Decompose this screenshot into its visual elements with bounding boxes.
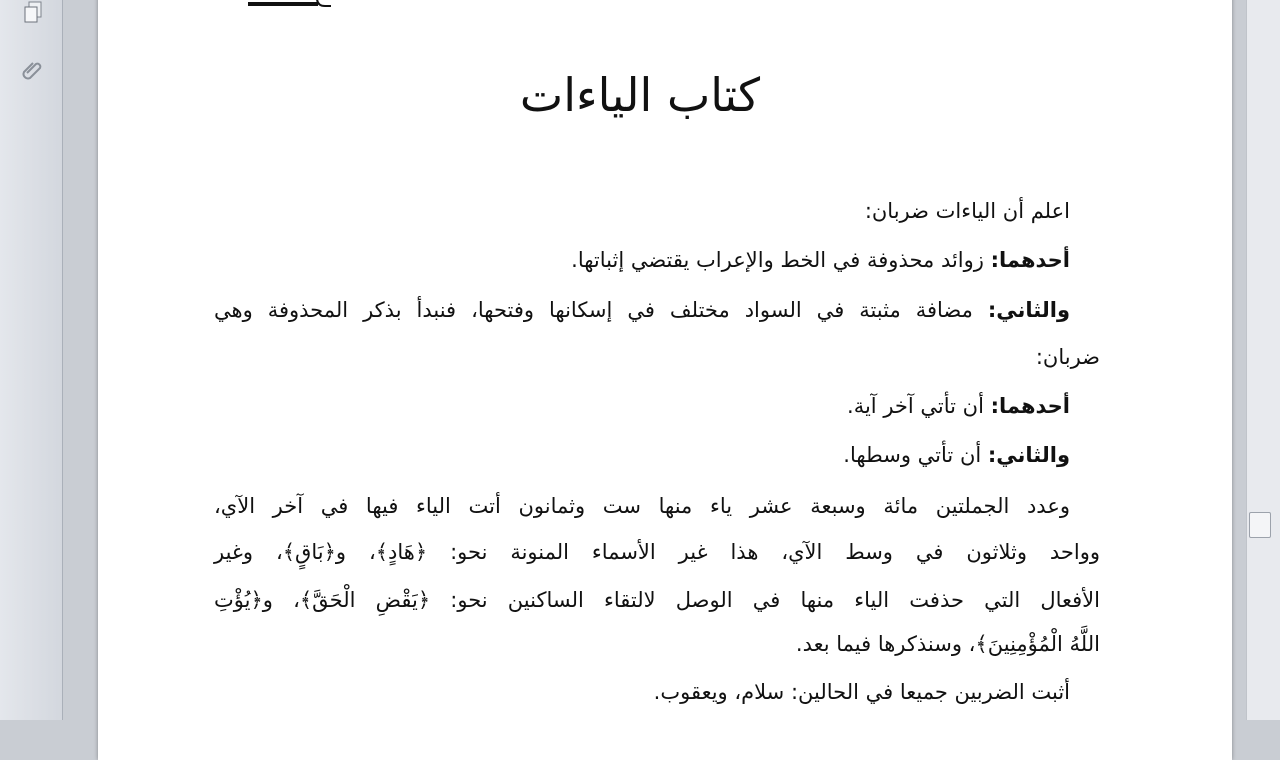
text-line: والثاني: مضافة مثبتة في السواد مختلف في إسكانها وفتحها، فنبدأ بذكر المحذوفة وهي	[214, 298, 1070, 322]
text-line: والثاني: أن تأتي وسطها.	[843, 443, 1070, 467]
text-line: اللَّهُ الْمُؤْمِنِينَ﴾، وسنذكرها فيما بعد.	[795, 632, 1100, 656]
text-line: أحدهما: زوائد محذوفة في الخط والإعراب يقتضي إثباتها.	[571, 248, 1070, 272]
scrollbar-thumb[interactable]	[1249, 512, 1271, 538]
vertical-scrollbar[interactable]	[1246, 0, 1280, 720]
header-ornament	[248, 0, 318, 6]
text-line: وعدد الجملتين مائة وسبعة عشر ياء منها ست وثمانون أتت الياء فيها في آخر الآي،	[214, 494, 1070, 518]
text-line: ضربان:	[1035, 345, 1100, 369]
text-line: الأفعال التي حذفت الياء منها في الوصل لالتقاء الساكنين نحو: ﴿يَقْضِ الْحَقَّ﴾، و﴿يُؤْتِ	[214, 588, 1100, 612]
text-line: أثبت الضربين جميعا في الحالين: سلام، ويعقوب.	[653, 680, 1070, 704]
text-line: أحدهما: أن تأتي آخر آية.	[847, 394, 1070, 418]
page-title: كتاب الياءات	[519, 68, 761, 122]
pages-icon[interactable]	[20, 0, 46, 26]
text-line: وواحد وثلاثون في وسط الآي، هذا غير الأسماء المنونة نحو: ﴿هَادٍ﴾، و﴿بَاقٍ﴾، وغير	[214, 540, 1100, 564]
text-line: اعلم أن الياءات ضربان:	[864, 199, 1070, 223]
header-mark	[313, 0, 333, 10]
